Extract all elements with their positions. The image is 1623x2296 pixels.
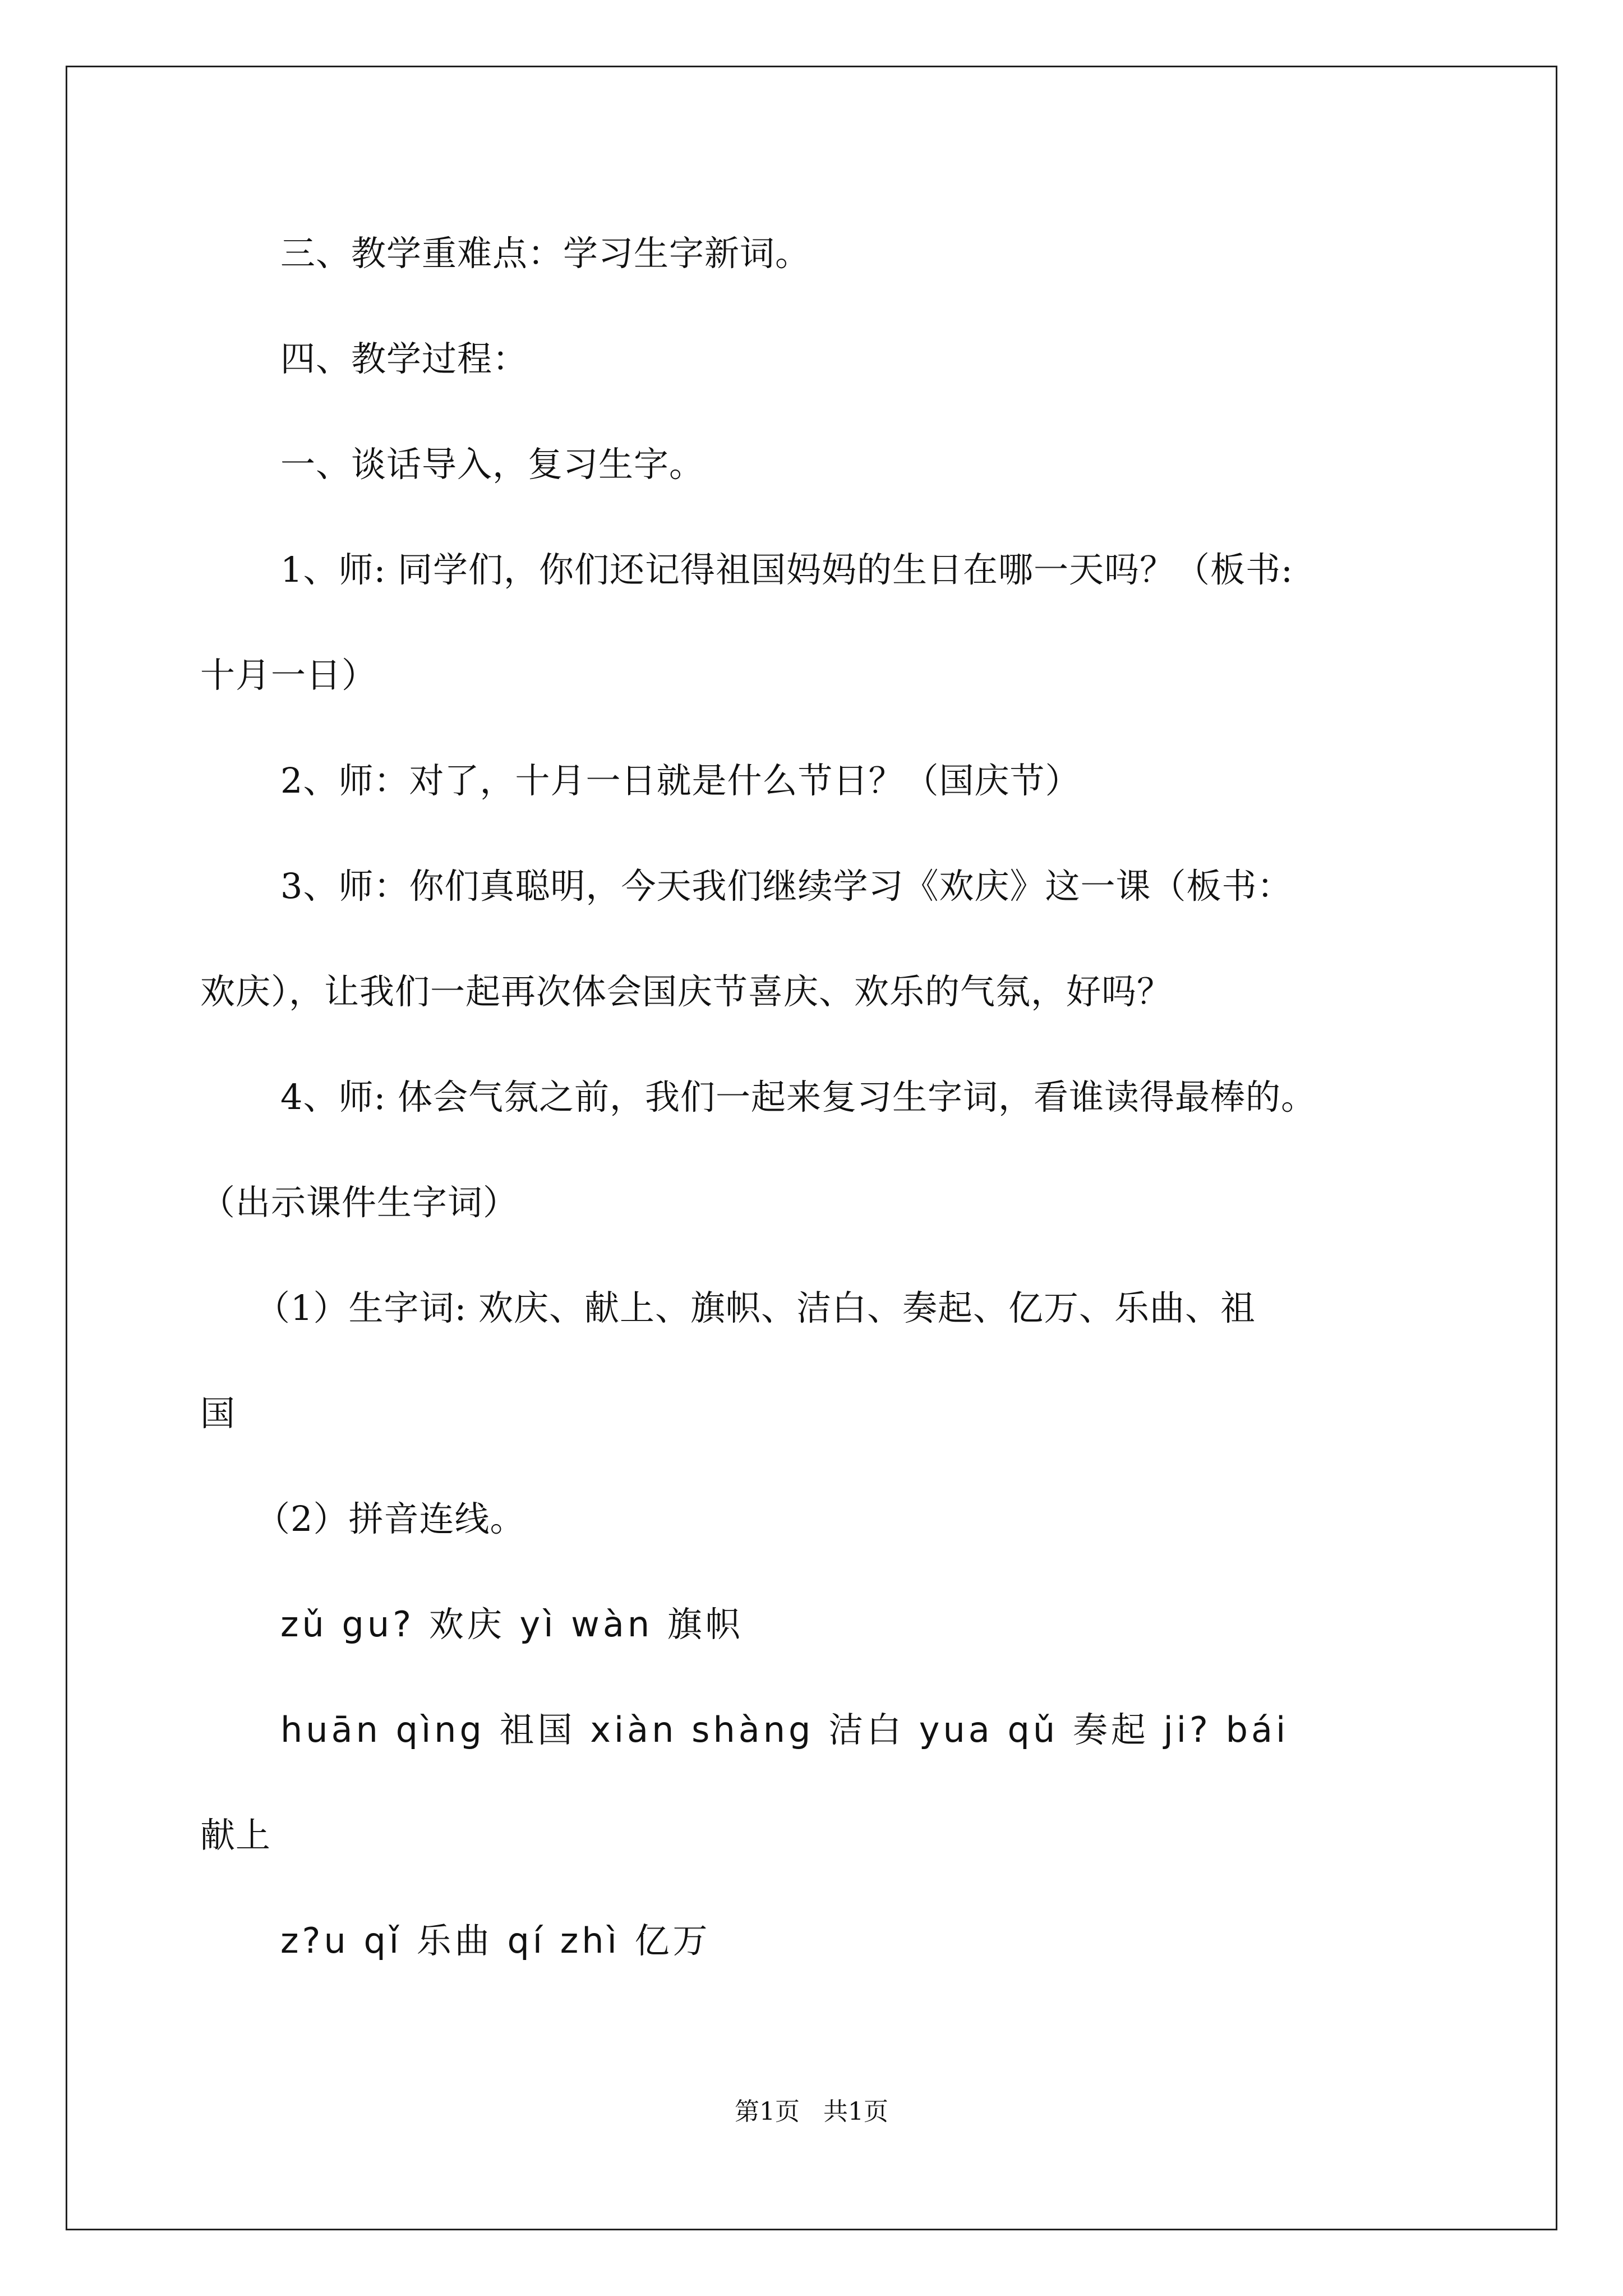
paragraph-4-line-2: （出示课件生字词）	[200, 1182, 519, 1223]
page-footer: 第1页 共1页	[735, 2097, 888, 2126]
pinyin-row-2-continued: 献上	[200, 1815, 271, 1856]
paragraph-3-line-1: 3、师：你们真聪明，今天我们继续学习《欢庆》这一课（板书：	[280, 866, 1293, 907]
subsection-heading-intro: 一、谈话导入，复习生字。	[280, 444, 705, 485]
paragraph-1-line-1: 1、师: 同学们，你们还记得祖国妈妈的生日在哪一天吗？（板书:	[280, 549, 1293, 590]
pinyin-row-2: huān qìng 祖国 xiàn shàng 洁白 yua qǔ 奏起 ji? bái	[280, 1709, 1289, 1750]
paragraph-4-line-1: 4、师: 体会气氛之前，我们一起来复习生字词，看谁读得最棒的。	[280, 1076, 1317, 1117]
vocab-list-line-1: （1）生字词: 欢庆、献上、旗帜、洁白、奏起、亿万、乐曲、祖	[255, 1287, 1256, 1328]
pinyin-row-3: z?u qǐ 乐曲 qí zhì 亿万	[280, 1920, 711, 1961]
vocab-list-line-2: 国	[200, 1393, 236, 1434]
page-border	[66, 66, 1557, 2230]
paragraph-2: 2、师：对了，十月一日就是什么节日？（国庆节）	[280, 760, 1081, 801]
paragraph-1-line-2: 十月一日）	[200, 655, 377, 696]
pinyin-row-1: zǔ gu? 欢庆 yì wàn 旗帜	[280, 1604, 744, 1645]
section-heading-process: 四、教学过程：	[280, 338, 528, 379]
pinyin-matching-heading: （2）拼音连线。	[255, 1498, 525, 1539]
section-heading-difficulties: 三、教学重难点：学习生字新词。	[280, 233, 811, 274]
paragraph-3-line-2: 欢庆），让我们一起再次体会国庆节喜庆、欢乐的气氛，好吗？	[200, 971, 1173, 1012]
